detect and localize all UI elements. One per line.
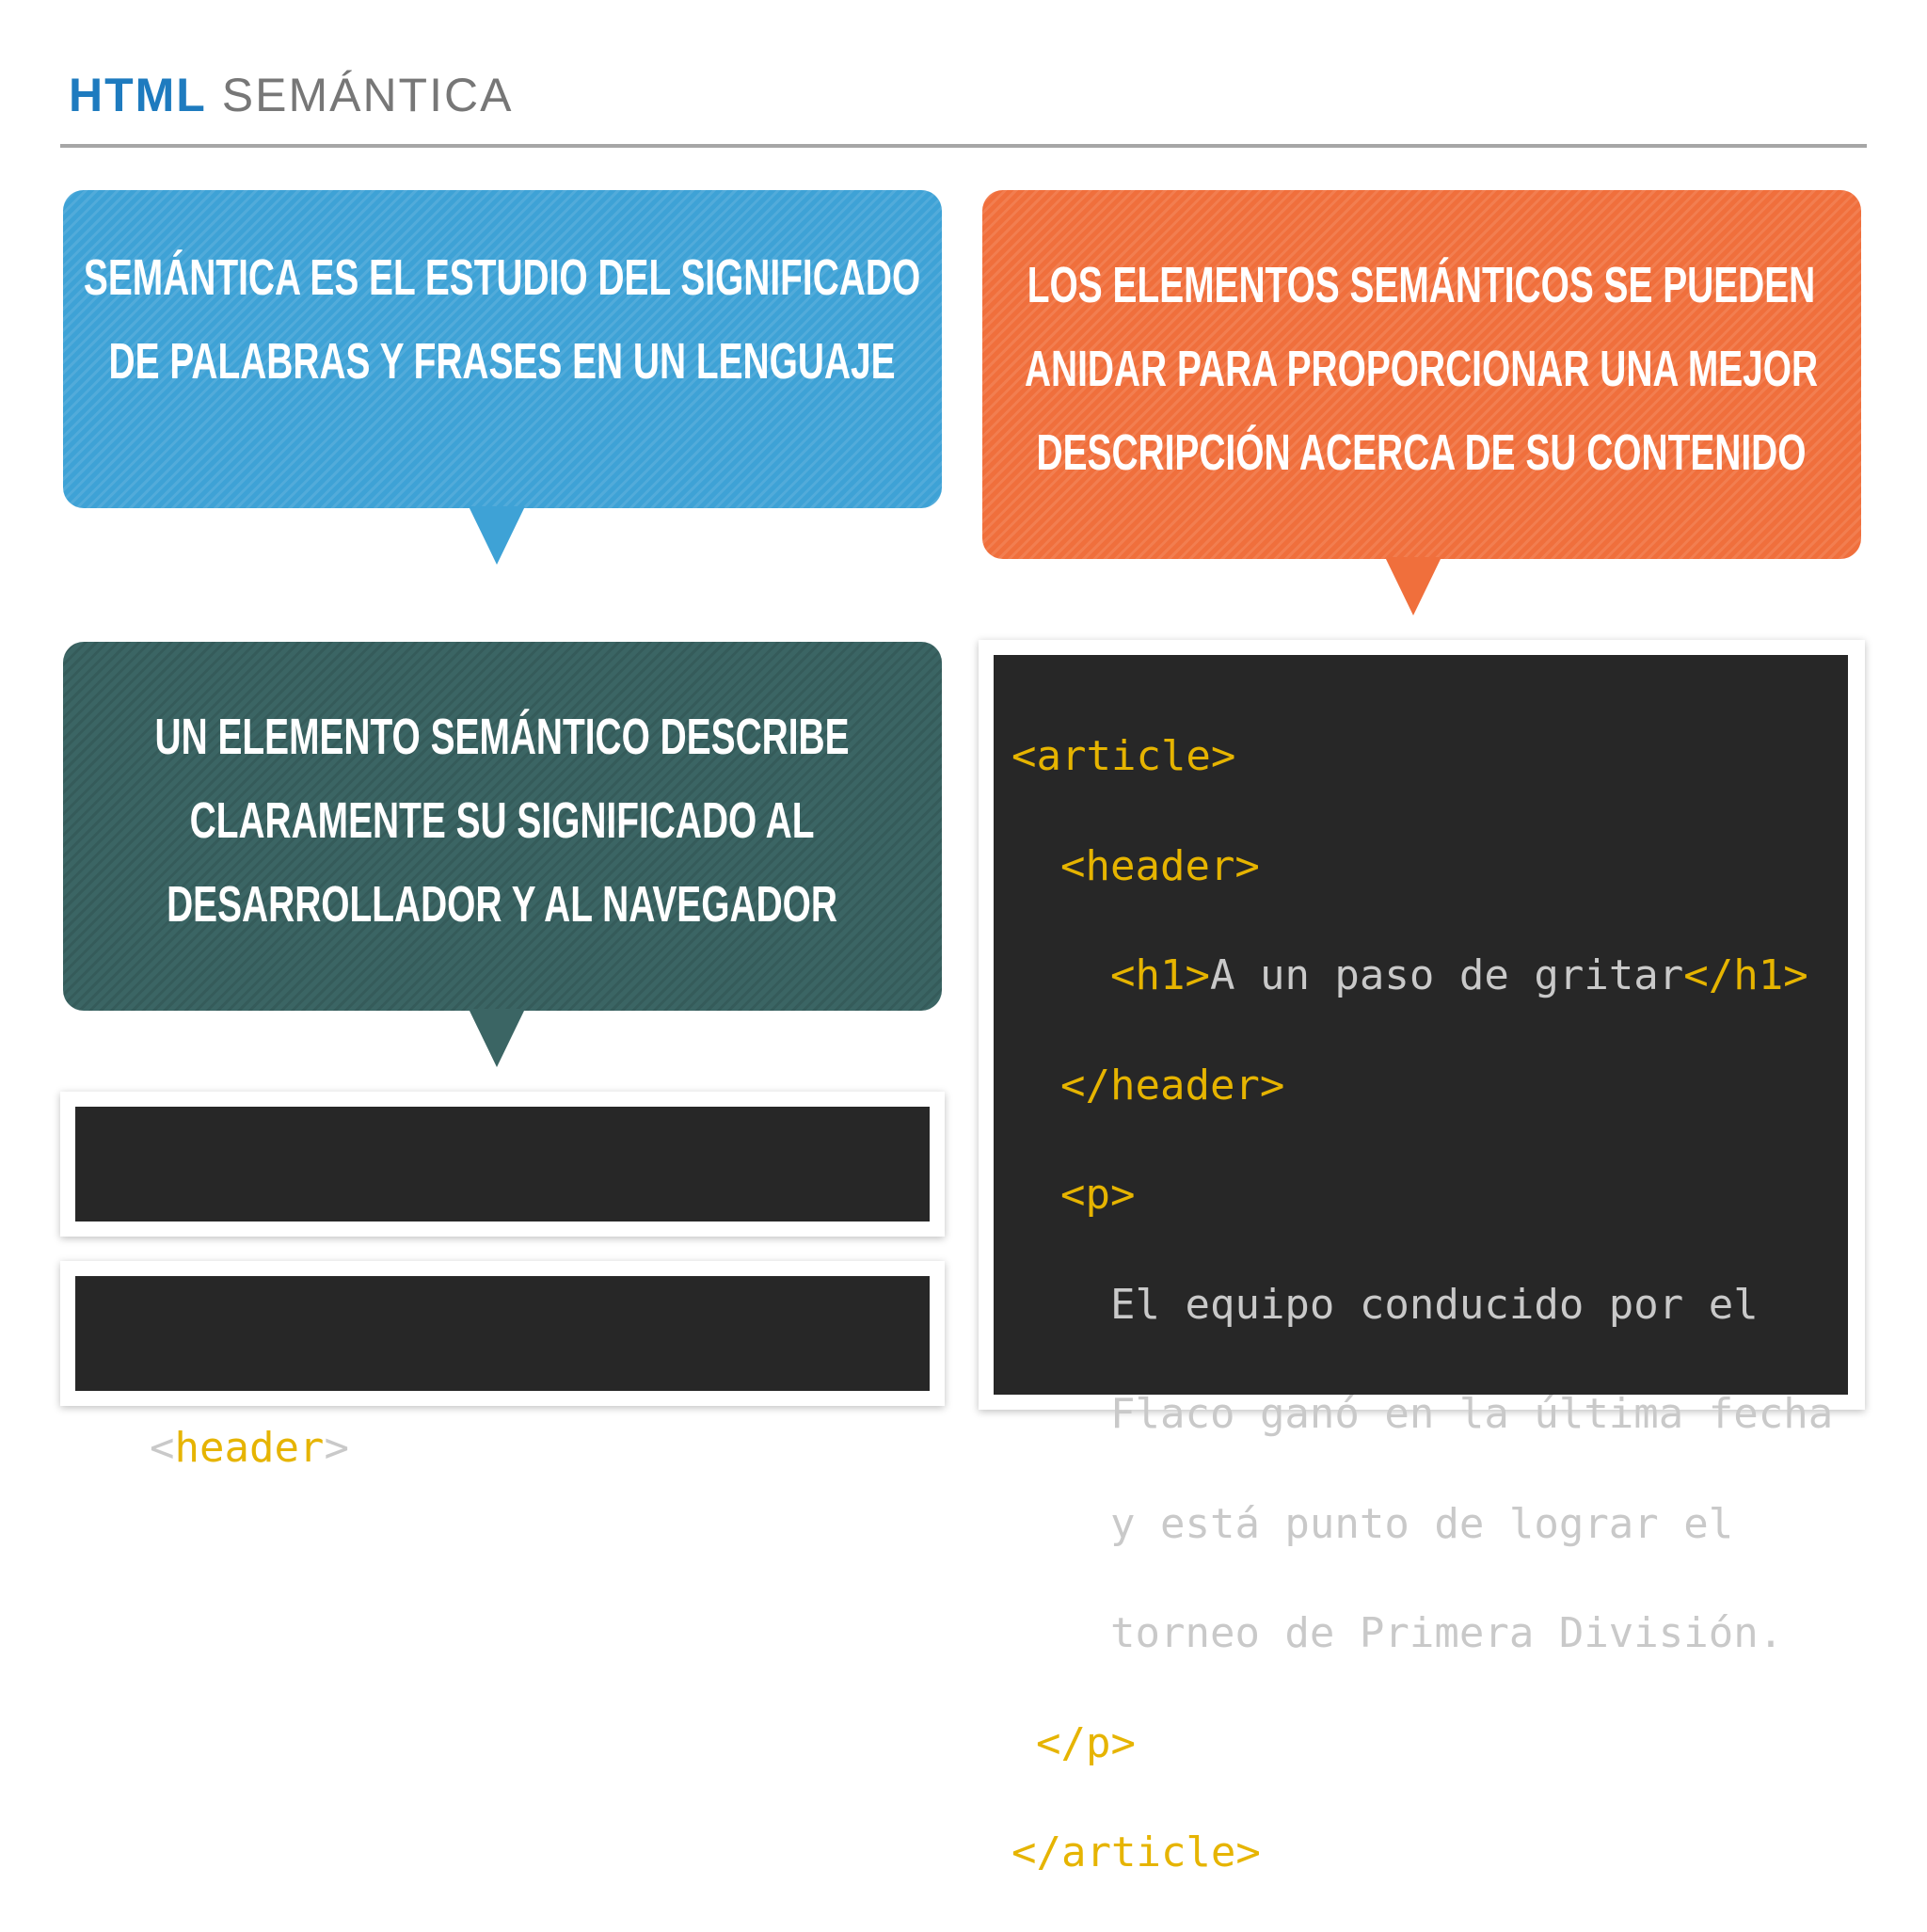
header-tag-name: header [174, 1424, 325, 1472]
semantic-element-bubble [63, 642, 942, 1011]
definition-line-2: DE PALABRAS Y FRASES EN UN LENGUAJE [108, 333, 897, 390]
paragraph-line-4: torneo de Primera División. [1110, 1609, 1784, 1657]
definition-line-1: SEMÁNTICA ES EL ESTUDIO DEL SIGNIFICADO [84, 249, 921, 306]
header-close-bracket: > [324, 1424, 349, 1472]
article-open-tag: <article> [1011, 732, 1236, 780]
definition-bubble [63, 190, 942, 508]
nesting-bubble [982, 190, 1861, 559]
nesting-line-1: LOS ELEMENTOS SEMÁNTICOS SE PUEDEN [1027, 256, 1816, 313]
semantic-line-3: DESARROLLADOR Y AL NAVEGADOR [167, 875, 838, 933]
div-code-block [75, 1107, 930, 1221]
header-code-block [75, 1276, 930, 1472]
header-open-bracket: < [149, 1424, 175, 1472]
h1-close-tag: </h1> [1683, 951, 1808, 999]
title-divider [60, 144, 1867, 148]
p-open-tag: <p> [1060, 1171, 1136, 1219]
semantic-element-bubble-tail [469, 1009, 525, 1067]
nesting-bubble-tail [1385, 557, 1441, 615]
header-open-tag: <header> [1060, 841, 1260, 890]
h1-text: A un paso de gritar [1209, 951, 1684, 999]
semantic-line-1: UN ELEMENTO SEMÁNTICO DESCRIBE [154, 708, 851, 765]
title-html: HTML [69, 69, 207, 121]
semantic-line-2: CLARAMENTE SU SIGNIFICADO AL [190, 791, 815, 849]
article-code-block [994, 655, 1848, 1876]
page-title [69, 58, 513, 132]
paragraph-line-1: El equipo conducido por el [1110, 1280, 1759, 1329]
definition-bubble-tail [469, 506, 525, 565]
h1-open-tag: <h1> [1110, 951, 1210, 999]
paragraph-line-3: y está punto de lograr el [1110, 1499, 1734, 1548]
title-semantica: SEMÁNTICA [221, 69, 514, 121]
article-close-tag: </article> [1011, 1828, 1261, 1876]
p-close-tag: </p> [1036, 1718, 1136, 1767]
header-close-tag: </header> [1060, 1061, 1285, 1110]
nesting-line-3: DESCRIPCIÓN ACERCA DE SU CONTENIDO [1037, 423, 1807, 481]
nesting-line-2: ANIDAR PARA PROPORCIONAR UNA MEJOR [1025, 340, 1819, 397]
paragraph-line-2: Flaco ganó en la última fecha [1110, 1390, 1834, 1438]
